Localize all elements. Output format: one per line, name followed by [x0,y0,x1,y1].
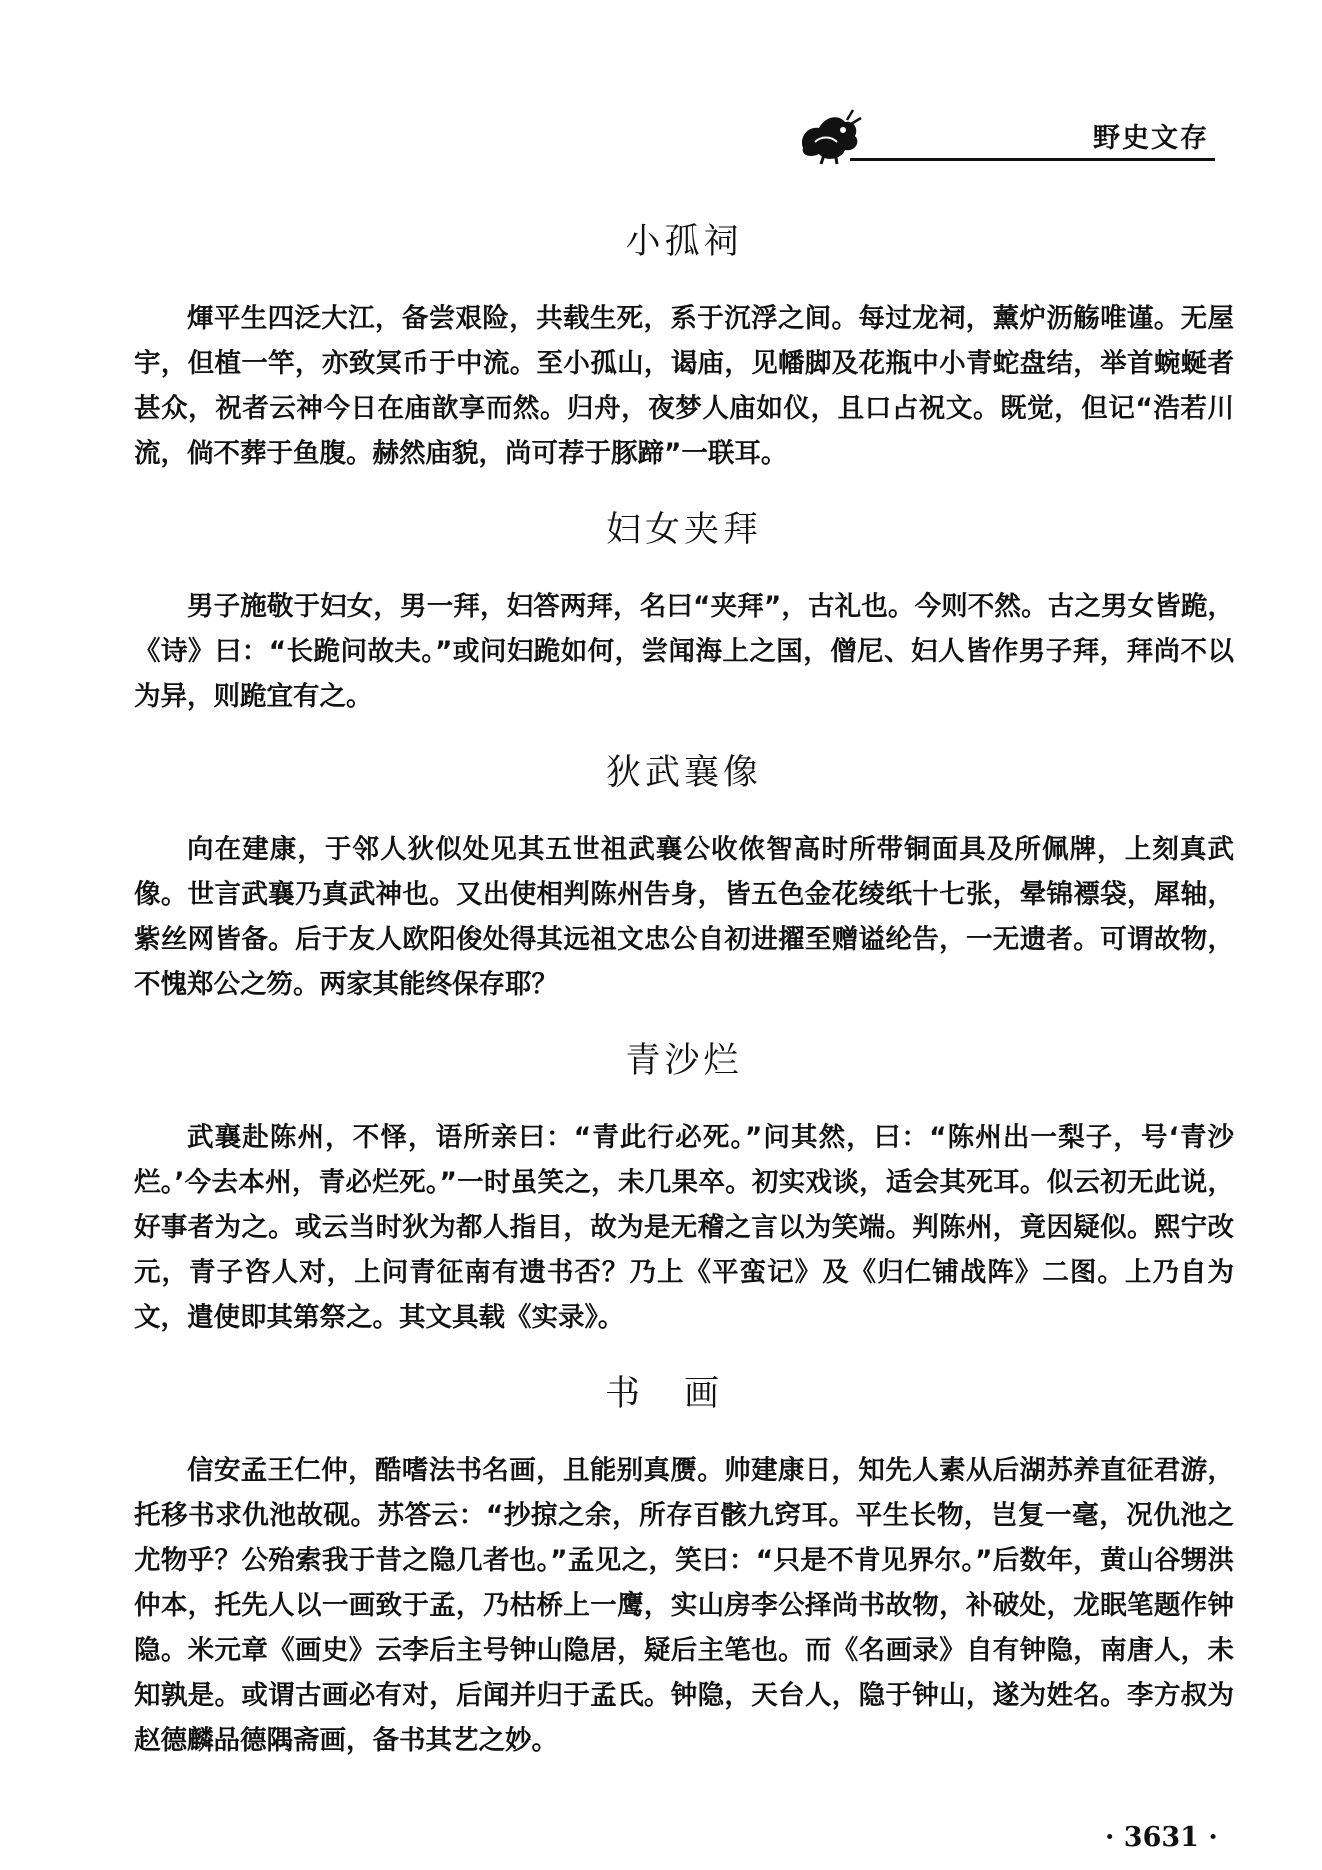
section-title: 小孤祠 [625,222,743,262]
section-text: 向在建康，于邻人狄似处见其五世祖武襄公收侬智高时所带铜面具及所佩牌，上刻真武像。世言武襄乃真武神也。又出使相判陈州告身，皆五色金花绫纸十七张，晕锦褾袋，犀轴，紫丝网皆备。后于友人欧阳俊处得其远祖文忠公自初进擢至赠谥纶告，一无遗者。可谓故物，不愧郑公之笏。两家其能终保存耶？ [134,834,1234,1000]
section-funv-jiabai [134,506,1234,719]
section-shuhua [134,1370,1234,1763]
running-header [795,100,1215,170]
section-di-wuxiang-xiang [134,749,1234,1007]
section-text: 煇平生四泛大江，备尝艰险，共载生死，系于沉浮之间。每过龙祠，薰炉沥觞唯谨。无屋宇，但植一竿，亦致冥币于中流。至小孤山，谒庙，见幡脚及花瓶中小青蛇盘结，举首蜿蜒者甚众，祝者云神今日在庙歆享而然。归舟，夜梦人庙如仪，且口占祝文。既觉，但记“浩若川流，倘不葬于鱼腹。赫然庙貌，尚可荐于豚蹄”一联耳。 [134,303,1234,469]
section-text: 男子施敬于妇女，男一拜，妇答两拜，名曰“夹拜”，古礼也。今则不然。古之男女皆跪，《诗》曰：“长跪问故夫。”或问妇跪如何，尝闻海上之国，僧尼、妇人皆作男子拜，拜尚不以为异，则跪宜有之。 [134,591,1234,712]
section-title: 青沙烂 [625,1041,743,1081]
section-title: 妇女夹拜 [605,510,762,550]
section-text: 信安孟王仁仲，酷嗜法书名画，且能别真赝。帅建康日，知先人素从后湖苏养直征君游，托移书求仇池故砚。苏答云：“抄掠之余，所存百骸九窍耳。平生长物，岂复一毫，况仇池之尤物乎？公殆索我于昔之隐几者也。”孟见之，笑曰：“只是不肯见界尔。”后数年，黄山谷甥洪仲本，托先人以一画致于孟，乃枯桥上一鹰，实山房李公择尚书故物，补破处，龙眠笔题作钟隐。米元章《画史》云李后主号钟山隐居，疑后主笔也。而《名画录》自有钟隐，南唐人，未知孰是。或谓古画必有对，后闻并归于孟氏。钟隐，天台人，隐于钟山，遂为姓名。李方叔为赵德麟品德隅斋画，备书其艺之妙。 [134,1455,1234,1756]
series-title: 野史文存 [1093,123,1209,154]
section-qingshalan [134,1037,1234,1340]
section-xiaogu-ci [134,218,1234,476]
section-title: 书画 [604,1374,763,1414]
section-title: 狄武襄像 [605,753,762,793]
section-text: 武襄赴陈州，不怿，语所亲曰：“青此行必死。”问其然，曰：“陈州出一梨子，号‘青沙烂。’今去本州，青必烂死。”一时虽笑之，未几果卒。初实戏谈，适会其死耳。似云初无此说，好事者为之。或云当时狄为都人指目，故为是无稽之言以为笑端。判陈州，竟因疑似。熙宁改元，青子咨人对，上问青征南有遗书否？乃上《平蛮记》及《归仁铺战阵》二图。上乃自为文，遣使即其第祭之。其文具载《实录》。 [134,1122,1234,1333]
header-rule [850,158,1215,161]
page-content [134,218,1234,1763]
page-number: · 3631 · [1105,1822,1218,1853]
